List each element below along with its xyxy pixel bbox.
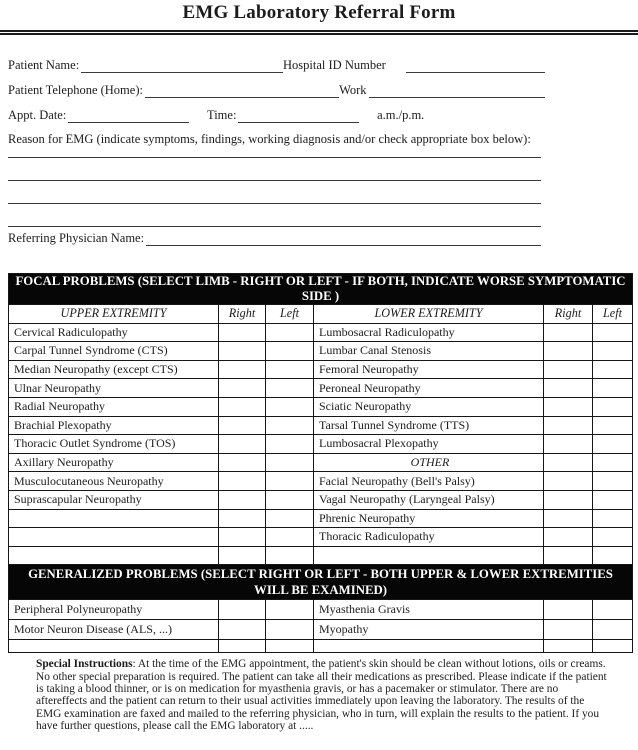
lower-diagnosis-label: Thoracic Radiculopathy bbox=[314, 528, 544, 547]
table-row bbox=[9, 453, 633, 472]
left-column-header: Left bbox=[266, 305, 314, 324]
lower-left-check-cell[interactable] bbox=[593, 453, 633, 472]
hospital-id-label: Hospital ID Number bbox=[283, 58, 386, 72]
patient-name-label: Patient Name: bbox=[8, 58, 80, 72]
generalized-problems-header: GENERALIZED PROBLEMS (SELECT RIGHT OR LEFT - BOTH UPPER & LOWER EXTREMITIES WILL BE EXAMINED) bbox=[9, 565, 633, 600]
left-check-cell[interactable] bbox=[266, 620, 314, 640]
special-instructions-label: Special Instructions bbox=[36, 658, 133, 671]
right-check-cell[interactable] bbox=[219, 600, 266, 620]
table-row bbox=[9, 490, 633, 509]
appointment-row bbox=[8, 98, 545, 123]
lower-diagnosis-label: Tarsal Tunnel Syndrome (TTS) bbox=[314, 416, 544, 435]
upper-right-check-cell[interactable] bbox=[219, 397, 266, 416]
upper-left-check-cell[interactable] bbox=[266, 323, 314, 342]
upper-left-check-cell[interactable] bbox=[266, 342, 314, 361]
left-check-cell[interactable] bbox=[593, 640, 633, 653]
lower-right-check-cell[interactable] bbox=[544, 435, 593, 454]
lower-right-check-cell[interactable] bbox=[544, 546, 593, 565]
lower-right-check-cell[interactable] bbox=[544, 323, 593, 342]
upper-diagnosis-label: Median Neuropathy (except CTS) bbox=[9, 360, 219, 379]
lower-diagnosis-label: Sciatic Neuropathy bbox=[314, 397, 544, 416]
table-row bbox=[9, 323, 633, 342]
lower-right-check-cell[interactable] bbox=[544, 360, 593, 379]
lower-left-check-cell[interactable] bbox=[593, 472, 633, 491]
lower-left-check-cell[interactable] bbox=[593, 435, 633, 454]
page-title: EMG Laboratory Referral Form bbox=[182, 2, 456, 23]
phone-home-label: Patient Telephone (Home): bbox=[8, 83, 143, 97]
referring-physician-field[interactable] bbox=[146, 244, 541, 246]
upper-right-check-cell[interactable] bbox=[219, 435, 266, 454]
upper-diagnosis-label: Brachial Plexopathy bbox=[9, 416, 219, 435]
other-section-header: OTHER bbox=[314, 453, 544, 472]
problems-table bbox=[8, 273, 633, 653]
table-row bbox=[9, 509, 633, 528]
upper-left-check-cell[interactable] bbox=[266, 546, 314, 565]
focal-problems-header: FOCAL PROBLEMS (SELECT LIMB - RIGHT OR LEFT - IF BOTH, INDICATE WORSE SYMPTOMATIC SIDE ) bbox=[9, 274, 633, 305]
time-label: Time: bbox=[207, 108, 237, 122]
lower-left-check-cell[interactable] bbox=[593, 546, 633, 565]
table-row bbox=[9, 472, 633, 491]
right-column-header: Right bbox=[219, 305, 266, 324]
appt-date-label: Appt. Date: bbox=[8, 108, 67, 122]
upper-right-check-cell[interactable] bbox=[219, 323, 266, 342]
reason-label: Reason for EMG (indicate symptoms, findings, working diagnosis and/or check appropriate box below): bbox=[8, 132, 531, 146]
right-check-cell[interactable] bbox=[219, 640, 266, 653]
upper-extremity-column-header: UPPER EXTREMITY bbox=[9, 305, 219, 324]
hospital-id-field[interactable] bbox=[406, 71, 545, 73]
referring-physician-label: Referring Physician Name: bbox=[8, 231, 145, 245]
upper-left-check-cell[interactable] bbox=[266, 528, 314, 547]
phone-home-field[interactable] bbox=[145, 96, 339, 98]
upper-right-check-cell[interactable] bbox=[219, 546, 266, 565]
upper-diagnosis-label: Suprascapular Neuropathy bbox=[9, 490, 219, 509]
reason-line-4[interactable] bbox=[8, 204, 541, 227]
table-row bbox=[9, 528, 633, 547]
lower-left-check-cell[interactable] bbox=[593, 416, 633, 435]
upper-right-check-cell[interactable] bbox=[219, 472, 266, 491]
lower-diagnosis-label: Femoral Neuropathy bbox=[314, 360, 544, 379]
generalized-diagnosis-label bbox=[314, 640, 544, 653]
table-row bbox=[9, 397, 633, 416]
table-row bbox=[9, 435, 633, 454]
referring-physician-row bbox=[8, 227, 541, 246]
generalized-diagnosis-label bbox=[9, 640, 219, 653]
upper-left-check-cell[interactable] bbox=[266, 453, 314, 472]
reason-section bbox=[8, 132, 541, 246]
focal-column-header-row bbox=[9, 305, 633, 324]
upper-left-check-cell[interactable] bbox=[266, 397, 314, 416]
upper-right-check-cell[interactable] bbox=[219, 490, 266, 509]
patient-phone-row bbox=[8, 73, 545, 98]
patient-info-section bbox=[8, 48, 545, 123]
left-check-cell[interactable] bbox=[593, 620, 633, 640]
reason-line-2[interactable] bbox=[8, 158, 541, 181]
lower-diagnosis-label: Peroneal Neuropathy bbox=[314, 379, 544, 398]
lower-right-check-cell[interactable] bbox=[544, 528, 593, 547]
left-check-cell[interactable] bbox=[593, 600, 633, 620]
right-column-header: Right bbox=[544, 305, 593, 324]
generalized-diagnosis-label: Motor Neuron Disease (ALS, ...) bbox=[9, 620, 219, 640]
upper-right-check-cell[interactable] bbox=[219, 416, 266, 435]
right-check-cell[interactable] bbox=[219, 620, 266, 640]
upper-left-check-cell[interactable] bbox=[266, 490, 314, 509]
reason-line-1[interactable] bbox=[8, 147, 541, 158]
upper-diagnosis-label: Ulnar Neuropathy bbox=[9, 379, 219, 398]
time-field[interactable] bbox=[238, 121, 359, 123]
lower-right-check-cell[interactable] bbox=[544, 453, 593, 472]
upper-diagnosis-label: Thoracic Outlet Syndrome (TOS) bbox=[9, 435, 219, 454]
lower-diagnosis-label: Lumbosacral Radiculopathy bbox=[314, 323, 544, 342]
upper-diagnosis-label: Carpal Tunnel Syndrome (CTS) bbox=[9, 342, 219, 361]
left-check-cell[interactable] bbox=[266, 600, 314, 620]
table-row bbox=[9, 379, 633, 398]
appt-date-field[interactable] bbox=[68, 121, 189, 123]
upper-diagnosis-label bbox=[9, 528, 219, 547]
generalized-diagnosis-label: Myopathy bbox=[314, 620, 544, 640]
lower-left-check-cell[interactable] bbox=[593, 490, 633, 509]
upper-left-check-cell[interactable] bbox=[266, 379, 314, 398]
table-row bbox=[9, 416, 633, 435]
table-row bbox=[9, 342, 633, 361]
lower-diagnosis-label: Vagal Neuropathy (Laryngeal Palsy) bbox=[314, 490, 544, 509]
upper-left-check-cell[interactable] bbox=[266, 509, 314, 528]
upper-right-check-cell[interactable] bbox=[219, 528, 266, 547]
lower-left-check-cell[interactable] bbox=[593, 397, 633, 416]
special-instructions-text: : At the time of the EMG appointment, the patient's skin should be clean without lotions, oils or creams. No other special preparation is required. The patient can take all their medications as prescribed. Please indicate if the patient is taking a blood thinner, or is on medication for myasthenia gravis, or has a pacemaker or stimulator. There are no aftereffects and the patient can return to their usual activities immediately upon leaving the laboratory. The results of the EMG examination are faxed and mailed to the referring physician, who in turn, will explain the results to the patient. If you have further questions, please call the EMG laboratory at ..... bbox=[36, 658, 607, 732]
special-instructions bbox=[36, 658, 610, 732]
upper-diagnosis-label bbox=[9, 546, 219, 565]
lower-extremity-column-header: LOWER EXTREMITY bbox=[314, 305, 544, 324]
upper-left-check-cell[interactable] bbox=[266, 360, 314, 379]
lower-right-check-cell[interactable] bbox=[544, 490, 593, 509]
lower-diagnosis-label: Facial Neuropathy (Bell's Palsy) bbox=[314, 472, 544, 491]
ampm-label: a.m./p.m. bbox=[377, 108, 425, 122]
upper-diagnosis-label: Cervical Radiculopathy bbox=[9, 323, 219, 342]
upper-right-check-cell[interactable] bbox=[219, 379, 266, 398]
lower-right-check-cell[interactable] bbox=[544, 379, 593, 398]
table-row bbox=[9, 620, 633, 640]
lower-diagnosis-label: Phrenic Neuropathy bbox=[314, 509, 544, 528]
upper-left-check-cell[interactable] bbox=[266, 472, 314, 491]
work-label: Work bbox=[339, 83, 367, 97]
lower-right-check-cell[interactable] bbox=[544, 416, 593, 435]
table-row bbox=[9, 546, 633, 565]
upper-right-check-cell[interactable] bbox=[219, 453, 266, 472]
lower-diagnosis-label bbox=[314, 546, 544, 565]
upper-diagnosis-label: Radial Neuropathy bbox=[9, 397, 219, 416]
left-check-cell[interactable] bbox=[266, 640, 314, 653]
lower-right-check-cell[interactable] bbox=[544, 472, 593, 491]
upper-diagnosis-label: Musculocutaneous Neuropathy bbox=[9, 472, 219, 491]
right-check-cell[interactable] bbox=[544, 620, 593, 640]
generalized-diagnosis-label: Peripheral Polyneuropathy bbox=[9, 600, 219, 620]
patient-name-row bbox=[8, 48, 545, 73]
lower-right-check-cell[interactable] bbox=[544, 509, 593, 528]
upper-right-check-cell[interactable] bbox=[219, 509, 266, 528]
focal-problems-header-row bbox=[9, 274, 633, 305]
lower-right-check-cell[interactable] bbox=[544, 342, 593, 361]
lower-diagnosis-label: Lumbosacral Plexopathy bbox=[314, 435, 544, 454]
upper-diagnosis-label: Axillary Neuropathy bbox=[9, 453, 219, 472]
upper-diagnosis-label bbox=[9, 509, 219, 528]
lower-left-check-cell[interactable] bbox=[593, 509, 633, 528]
title-divider-rule bbox=[0, 30, 638, 35]
lower-left-check-cell[interactable] bbox=[593, 323, 633, 342]
lower-left-check-cell[interactable] bbox=[593, 360, 633, 379]
generalized-diagnosis-label: Myasthenia Gravis bbox=[314, 600, 544, 620]
upper-left-check-cell[interactable] bbox=[266, 416, 314, 435]
lower-left-check-cell[interactable] bbox=[593, 342, 633, 361]
upper-left-check-cell[interactable] bbox=[266, 435, 314, 454]
lower-left-check-cell[interactable] bbox=[593, 528, 633, 547]
table-row bbox=[9, 600, 633, 620]
right-check-cell[interactable] bbox=[544, 600, 593, 620]
generalized-problems-header-row bbox=[9, 565, 633, 600]
work-phone-field[interactable] bbox=[369, 96, 545, 98]
left-column-header: Left bbox=[593, 305, 633, 324]
right-check-cell[interactable] bbox=[544, 640, 593, 653]
patient-name-field[interactable] bbox=[81, 71, 283, 73]
lower-right-check-cell[interactable] bbox=[544, 397, 593, 416]
reason-line-3[interactable] bbox=[8, 181, 541, 204]
lower-diagnosis-label: Lumbar Canal Stenosis bbox=[314, 342, 544, 361]
table-row bbox=[9, 640, 633, 653]
upper-right-check-cell[interactable] bbox=[219, 360, 266, 379]
lower-left-check-cell[interactable] bbox=[593, 379, 633, 398]
table-row bbox=[9, 360, 633, 379]
upper-right-check-cell[interactable] bbox=[219, 342, 266, 361]
